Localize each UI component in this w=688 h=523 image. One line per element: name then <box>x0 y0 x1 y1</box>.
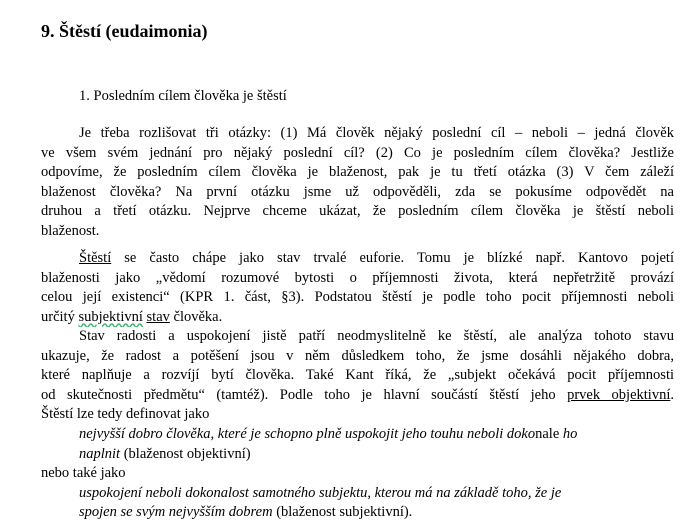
underlined-word: Štěstí <box>79 250 112 266</box>
text-line: ve všem svém jednání pro nějaký poslední cíl? (2) Co je posledním cílem člověka? Jestliže <box>41 144 674 161</box>
text-fragment: (blaženost subjektivní). <box>272 504 413 521</box>
text-fragment: (blaženost objektivní) <box>120 445 251 462</box>
italic-text: nejvyšší dobro člověka, které je schopno plně uspokojit jeho touhu neboli doko <box>79 425 536 442</box>
underlined-word: stav <box>146 308 170 325</box>
text-line: druhou a třetí otázku. Nejprve chceme ukázat, že posledním cílem člověka je štěstí neboli <box>41 203 674 220</box>
text-line: které naplňuje a rozvíjí bytí člověka. Také Kant říká, že „subjekt očekává pocit příjemnosti <box>41 367 674 384</box>
section-heading: 1. Posledním cílem člověka je štěstí <box>79 88 287 104</box>
text-line: blaženost. <box>41 222 100 239</box>
paragraph-definition <box>41 327 674 523</box>
text-fragment: nale <box>535 425 560 442</box>
text-line: odpovíme, že posledním cílem člověka je blaženost, pak je tu třetí otázka (3) V čem záleží <box>41 164 674 181</box>
text-line: blaženosti jako „vědomí rozumové bytosti o příjemnosti života, která nepřetržitě provází <box>41 269 674 286</box>
italic-text: spojen se svým nejvyšším dobrem <box>79 504 273 521</box>
definition-line <box>41 445 674 465</box>
text-line: blaženost člověka? Na první otázku jsme už odpověděli, zda se pokusíme odpovědět na <box>41 183 674 200</box>
definition-line <box>41 484 674 504</box>
text-line: Stav radosti a uspokojení jistě patří neodmyslitelně ke štěstí, ale analýza tohoto stavu <box>79 328 674 344</box>
italic-text: uspokojení neboli dokonalost samotného subjektu, kterou má na základě toho, že je <box>79 484 562 501</box>
text-line: ukazuje, že radost a potěšení jsou v něm důsledkem toho, že jsme dosáhli nějakého dobra, <box>41 347 674 364</box>
text-line <box>41 249 674 269</box>
text-line: Štěstí lze tedy definovat jako <box>41 406 210 423</box>
text-fragment: člověka. <box>169 308 223 325</box>
text-line: celou její existenci“ (KPR 1. část, §3). Podstatou štěstí je podle toho pocit příjemnosti neboli <box>41 289 674 306</box>
italic-text: naplnit <box>79 445 121 462</box>
definition-line <box>41 425 674 445</box>
spellcheck-word: subjektivní <box>78 308 143 325</box>
text-line: Je třeba rozlišovat tři otázky: (1) Má člověk nějaký poslední cíl – neboli – jedná člověk <box>79 125 674 141</box>
text-line <box>41 308 674 328</box>
underlined-word: prvek objektivní <box>567 386 671 403</box>
paragraph-questions <box>41 124 674 242</box>
text-line <box>41 386 674 406</box>
text-fragment: . <box>670 386 674 403</box>
text-fragment: určitý <box>41 308 79 325</box>
paragraph-euphoria <box>41 249 674 327</box>
text-fragment: od skutečnosti předmětu“ (tamtéž). Podle toho je hlavní součástí štěstí jeho <box>41 386 568 403</box>
text-fragment: se často chápe jako stav trvalé euforie. Tomu je blízké např. Kantovo pojetí <box>111 250 674 266</box>
text-line: nebo také jako <box>41 465 126 482</box>
chapter-heading: 9. Štěstí (eudaimonia) <box>41 21 208 41</box>
italic-text: ho <box>559 425 578 442</box>
